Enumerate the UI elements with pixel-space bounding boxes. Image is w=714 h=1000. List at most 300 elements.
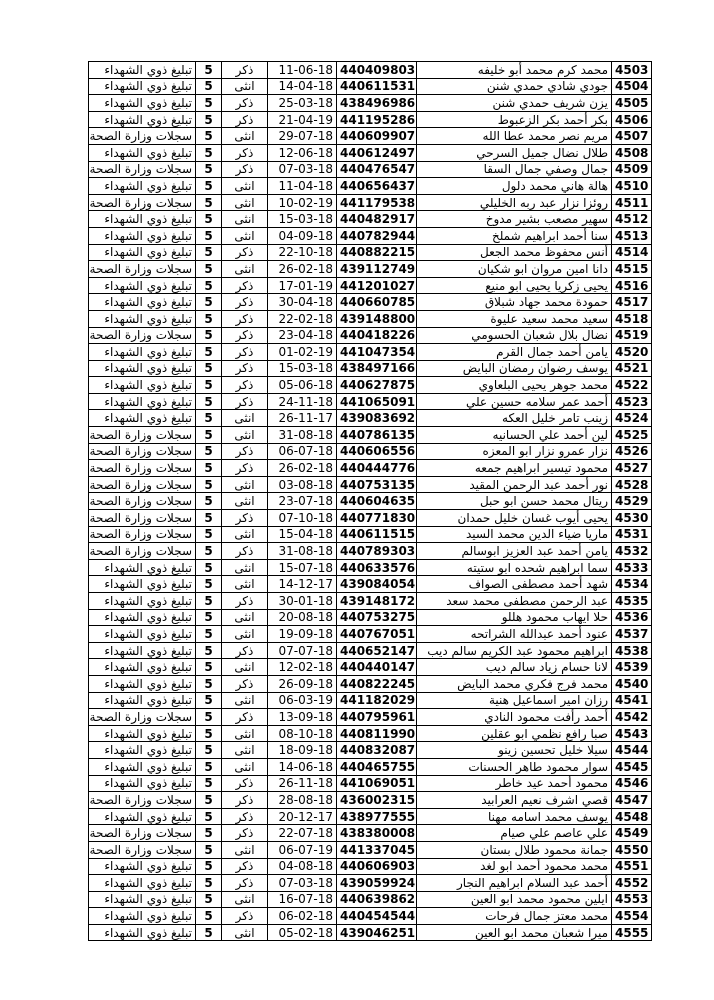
count-cell: 5: [196, 95, 222, 112]
serial-number-cell: 4554: [612, 908, 652, 925]
serial-number-cell: 4548: [612, 808, 652, 825]
table-row: [89, 875, 652, 892]
serial-number-cell: 4538: [612, 642, 652, 659]
name-cell: أنس محفوظ محمد الجعل: [417, 244, 612, 261]
date-cell: 20-12-17: [268, 808, 337, 825]
table-row: [89, 95, 652, 112]
source-cell: تبليغ ذوي الشهداء: [89, 377, 196, 394]
id-number-cell: 438380008: [337, 825, 417, 842]
count-cell: 5: [196, 675, 222, 692]
count-cell: 5: [196, 626, 222, 643]
date-cell: 22-07-18: [268, 825, 337, 842]
id-number-cell: 440627875: [337, 377, 417, 394]
records-table: [88, 61, 652, 941]
name-cell: طلال نضال جميل السرحي: [417, 144, 612, 161]
source-cell: تبليغ ذوي الشهداء: [89, 924, 196, 941]
serial-number-cell: 4517: [612, 294, 652, 311]
name-cell: ايلين محمود محمد ابو العين: [417, 891, 612, 908]
id-number-cell: 441065091: [337, 393, 417, 410]
source-cell: تبليغ ذوي الشهداء: [89, 294, 196, 311]
count-cell: 5: [196, 460, 222, 477]
serial-number-cell: 4522: [612, 377, 652, 394]
name-cell: لانا حسام زياد سالم ديب: [417, 659, 612, 676]
count-cell: 5: [196, 609, 222, 626]
count-cell: 5: [196, 808, 222, 825]
serial-number-cell: 4507: [612, 128, 652, 145]
id-number-cell: 440660785: [337, 294, 417, 311]
gender-cell: انثى: [222, 78, 268, 95]
gender-cell: ذكر: [222, 294, 268, 311]
table-row: [89, 360, 652, 377]
date-cell: 26-11-18: [268, 775, 337, 792]
serial-number-cell: 4515: [612, 261, 652, 278]
id-number-cell: 438496986: [337, 95, 417, 112]
table-row: [89, 709, 652, 726]
table-row: [89, 377, 652, 394]
id-number-cell: 440612497: [337, 144, 417, 161]
table-row: [89, 443, 652, 460]
gender-cell: ذكر: [222, 543, 268, 560]
source-cell: تبليغ ذوي الشهداء: [89, 559, 196, 576]
id-number-cell: 441201027: [337, 277, 417, 294]
id-number-cell: 440832087: [337, 742, 417, 759]
table-row: [89, 128, 652, 145]
table-row: [89, 675, 652, 692]
count-cell: 5: [196, 161, 222, 178]
source-cell: تبليغ ذوي الشهداء: [89, 659, 196, 676]
source-cell: تبليغ ذوي الشهداء: [89, 62, 196, 79]
date-cell: 04-09-18: [268, 227, 337, 244]
source-cell: تبليغ ذوي الشهداء: [89, 178, 196, 195]
count-cell: 5: [196, 692, 222, 709]
id-number-cell: 440782944: [337, 227, 417, 244]
gender-cell: ذكر: [222, 593, 268, 610]
source-cell: سجلات وزارة الصحة: [89, 510, 196, 527]
name-cell: سعيد محمد سعيد عليوة: [417, 310, 612, 327]
count-cell: 5: [196, 128, 222, 145]
gender-cell: انثى: [222, 261, 268, 278]
name-cell: يزن شريف حمدي شنن: [417, 95, 612, 112]
count-cell: 5: [196, 725, 222, 742]
id-number-cell: 440606903: [337, 858, 417, 875]
table-row: [89, 310, 652, 327]
gender-cell: ذكر: [222, 709, 268, 726]
table-row: [89, 78, 652, 95]
serial-number-cell: 4530: [612, 510, 652, 527]
date-cell: 07-03-18: [268, 875, 337, 892]
date-cell: 25-03-18: [268, 95, 337, 112]
name-cell: محمود تيسير ابراهيم جمعه: [417, 460, 612, 477]
count-cell: 5: [196, 559, 222, 576]
count-cell: 5: [196, 709, 222, 726]
source-cell: سجلات وزارة الصحة: [89, 460, 196, 477]
id-number-cell: 439046251: [337, 924, 417, 941]
date-cell: 08-10-18: [268, 725, 337, 742]
name-cell: محمد محمود أحمد ابو لغد: [417, 858, 612, 875]
date-cell: 23-04-18: [268, 327, 337, 344]
source-cell: سجلات وزارة الصحة: [89, 792, 196, 809]
date-cell: 24-11-18: [268, 393, 337, 410]
table-row: [89, 194, 652, 211]
gender-cell: انثى: [222, 758, 268, 775]
source-cell: سجلات وزارة الصحة: [89, 327, 196, 344]
name-cell: نزار عمرو نزار ابو المعزه: [417, 443, 612, 460]
table-row: [89, 543, 652, 560]
date-cell: 14-06-18: [268, 758, 337, 775]
serial-number-cell: 4553: [612, 891, 652, 908]
gender-cell: انثى: [222, 526, 268, 543]
date-cell: 30-04-18: [268, 294, 337, 311]
id-number-cell: 440822245: [337, 675, 417, 692]
table-row: [89, 178, 652, 195]
gender-cell: ذكر: [222, 858, 268, 875]
records-table-body: [89, 62, 652, 941]
serial-number-cell: 4536: [612, 609, 652, 626]
gender-cell: ذكر: [222, 792, 268, 809]
id-number-cell: 441069051: [337, 775, 417, 792]
count-cell: 5: [196, 393, 222, 410]
source-cell: تبليغ ذوي الشهداء: [89, 908, 196, 925]
name-cell: يامن أحمد جمال القرم: [417, 344, 612, 361]
gender-cell: انثى: [222, 626, 268, 643]
table-row: [89, 841, 652, 858]
source-cell: تبليغ ذوي الشهداء: [89, 344, 196, 361]
gender-cell: انثى: [222, 211, 268, 228]
id-number-cell: 440454544: [337, 908, 417, 925]
serial-number-cell: 4535: [612, 593, 652, 610]
table-row: [89, 277, 652, 294]
serial-number-cell: 4546: [612, 775, 652, 792]
serial-number-cell: 4519: [612, 327, 652, 344]
id-number-cell: 440811990: [337, 725, 417, 742]
gender-cell: انثى: [222, 128, 268, 145]
table-row: [89, 593, 652, 610]
source-cell: تبليغ ذوي الشهداء: [89, 211, 196, 228]
table-row: [89, 344, 652, 361]
id-number-cell: 441195286: [337, 111, 417, 128]
id-number-cell: 440795961: [337, 709, 417, 726]
id-number-cell: 439148800: [337, 310, 417, 327]
gender-cell: ذكر: [222, 327, 268, 344]
gender-cell: انثى: [222, 227, 268, 244]
table-row: [89, 244, 652, 261]
count-cell: 5: [196, 211, 222, 228]
date-cell: 13-09-18: [268, 709, 337, 726]
serial-number-cell: 4513: [612, 227, 652, 244]
table-row: [89, 609, 652, 626]
source-cell: تبليغ ذوي الشهداء: [89, 576, 196, 593]
id-number-cell: 440609907: [337, 128, 417, 145]
name-cell: جمال وصفي جمال السقا: [417, 161, 612, 178]
count-cell: 5: [196, 78, 222, 95]
date-cell: 12-06-18: [268, 144, 337, 161]
date-cell: 03-08-18: [268, 476, 337, 493]
count-cell: 5: [196, 377, 222, 394]
name-cell: عبد الرحمن مصطفى محمد سعد: [417, 593, 612, 610]
id-number-cell: 440611531: [337, 78, 417, 95]
table-row: [89, 161, 652, 178]
id-number-cell: 440409803: [337, 62, 417, 79]
serial-number-cell: 4543: [612, 725, 652, 742]
gender-cell: ذكر: [222, 808, 268, 825]
count-cell: 5: [196, 891, 222, 908]
count-cell: 5: [196, 841, 222, 858]
table-row: [89, 891, 652, 908]
date-cell: 31-08-18: [268, 427, 337, 444]
gender-cell: انثى: [222, 891, 268, 908]
serial-number-cell: 4505: [612, 95, 652, 112]
date-cell: 15-04-18: [268, 526, 337, 543]
name-cell: حلا ايهاب محمود هللو: [417, 609, 612, 626]
name-cell: أحمد عمر سلامه حسين علي: [417, 393, 612, 410]
id-number-cell: 440786135: [337, 427, 417, 444]
id-number-cell: 440639862: [337, 891, 417, 908]
date-cell: 07-07-18: [268, 642, 337, 659]
serial-number-cell: 4511: [612, 194, 652, 211]
count-cell: 5: [196, 194, 222, 211]
gender-cell: انثى: [222, 725, 268, 742]
table-row: [89, 526, 652, 543]
gender-cell: ذكر: [222, 460, 268, 477]
date-cell: 04-08-18: [268, 858, 337, 875]
serial-number-cell: 4524: [612, 410, 652, 427]
table-row: [89, 576, 652, 593]
id-number-cell: 439059924: [337, 875, 417, 892]
serial-number-cell: 4547: [612, 792, 652, 809]
id-number-cell: 440633576: [337, 559, 417, 576]
table-row: [89, 327, 652, 344]
name-cell: صبا رافع نظمي ابو عقلين: [417, 725, 612, 742]
count-cell: 5: [196, 908, 222, 925]
count-cell: 5: [196, 62, 222, 79]
serial-number-cell: 4540: [612, 675, 652, 692]
source-cell: سجلات وزارة الصحة: [89, 161, 196, 178]
table-row: [89, 692, 652, 709]
serial-number-cell: 4541: [612, 692, 652, 709]
name-cell: يحيى زكريا يحيى ابو منيع: [417, 277, 612, 294]
count-cell: 5: [196, 227, 222, 244]
name-cell: روئزا نزار عبد ربه الخليلي: [417, 194, 612, 211]
table-row: [89, 908, 652, 925]
id-number-cell: 438497166: [337, 360, 417, 377]
serial-number-cell: 4508: [612, 144, 652, 161]
name-cell: محمود أحمد عيد خاطر: [417, 775, 612, 792]
gender-cell: ذكر: [222, 775, 268, 792]
source-cell: سجلات وزارة الصحة: [89, 493, 196, 510]
count-cell: 5: [196, 775, 222, 792]
gender-cell: ذكر: [222, 360, 268, 377]
id-number-cell: 440652147: [337, 642, 417, 659]
gender-cell: ذكر: [222, 344, 268, 361]
count-cell: 5: [196, 642, 222, 659]
date-cell: 26-09-18: [268, 675, 337, 692]
id-number-cell: 438977555: [337, 808, 417, 825]
id-number-cell: 439112749: [337, 261, 417, 278]
name-cell: أحمد عبد السلام ابراهيم النجار: [417, 875, 612, 892]
name-cell: يوسف محمد اسامه مهنا: [417, 808, 612, 825]
source-cell: تبليغ ذوي الشهداء: [89, 692, 196, 709]
table-row: [89, 211, 652, 228]
source-cell: سجلات وزارة الصحة: [89, 825, 196, 842]
serial-number-cell: 4542: [612, 709, 652, 726]
serial-number-cell: 4537: [612, 626, 652, 643]
source-cell: تبليغ ذوي الشهداء: [89, 742, 196, 759]
source-cell: تبليغ ذوي الشهداء: [89, 95, 196, 112]
count-cell: 5: [196, 443, 222, 460]
serial-number-cell: 4550: [612, 841, 652, 858]
gender-cell: انثى: [222, 841, 268, 858]
table-row: [89, 559, 652, 576]
id-number-cell: 441337045: [337, 841, 417, 858]
table-row: [89, 427, 652, 444]
source-cell: تبليغ ذوي الشهداء: [89, 227, 196, 244]
id-number-cell: 440767051: [337, 626, 417, 643]
count-cell: 5: [196, 792, 222, 809]
id-number-cell: 440418226: [337, 327, 417, 344]
serial-number-cell: 4527: [612, 460, 652, 477]
gender-cell: ذكر: [222, 111, 268, 128]
serial-number-cell: 4549: [612, 825, 652, 842]
serial-number-cell: 4514: [612, 244, 652, 261]
source-cell: تبليغ ذوي الشهداء: [89, 858, 196, 875]
id-number-cell: 440440147: [337, 659, 417, 676]
date-cell: 11-06-18: [268, 62, 337, 79]
source-cell: تبليغ ذوي الشهداء: [89, 78, 196, 95]
date-cell: 31-08-18: [268, 543, 337, 560]
id-number-cell: 441182029: [337, 692, 417, 709]
name-cell: يامن أحمد عبد العزيز ابوسالم: [417, 543, 612, 560]
source-cell: تبليغ ذوي الشهداء: [89, 593, 196, 610]
name-cell: جودي شادي حمدي شنن: [417, 78, 612, 95]
date-cell: 19-09-18: [268, 626, 337, 643]
gender-cell: انثى: [222, 576, 268, 593]
table-row: [89, 393, 652, 410]
source-cell: تبليغ ذوي الشهداء: [89, 775, 196, 792]
count-cell: 5: [196, 111, 222, 128]
date-cell: 06-07-19: [268, 841, 337, 858]
date-cell: 26-02-18: [268, 261, 337, 278]
gender-cell: ذكر: [222, 310, 268, 327]
source-cell: تبليغ ذوي الشهداء: [89, 642, 196, 659]
serial-number-cell: 4528: [612, 476, 652, 493]
serial-number-cell: 4523: [612, 393, 652, 410]
name-cell: سيلا خليل تحسين زينو: [417, 742, 612, 759]
table-row: [89, 626, 652, 643]
serial-number-cell: 4525: [612, 427, 652, 444]
date-cell: 26-11-17: [268, 410, 337, 427]
table-row: [89, 924, 652, 941]
table-row: [89, 758, 652, 775]
name-cell: نور أحمد عبد الرحمن المقيد: [417, 476, 612, 493]
gender-cell: انثى: [222, 476, 268, 493]
serial-number-cell: 4552: [612, 875, 652, 892]
serial-number-cell: 4516: [612, 277, 652, 294]
source-cell: تبليغ ذوي الشهداء: [89, 808, 196, 825]
name-cell: بكر أحمد بكر الزعبوط: [417, 111, 612, 128]
table-row: [89, 227, 652, 244]
id-number-cell: 440482917: [337, 211, 417, 228]
source-cell: تبليغ ذوي الشهداء: [89, 144, 196, 161]
source-cell: تبليغ ذوي الشهداء: [89, 875, 196, 892]
gender-cell: انثى: [222, 493, 268, 510]
serial-number-cell: 4520: [612, 344, 652, 361]
id-number-cell: 439148172: [337, 593, 417, 610]
serial-number-cell: 4529: [612, 493, 652, 510]
serial-number-cell: 4503: [612, 62, 652, 79]
id-number-cell: 440465755: [337, 758, 417, 775]
gender-cell: ذكر: [222, 443, 268, 460]
id-number-cell: 440606556: [337, 443, 417, 460]
count-cell: 5: [196, 825, 222, 842]
date-cell: 06-02-18: [268, 908, 337, 925]
date-cell: 15-07-18: [268, 559, 337, 576]
id-number-cell: 441047354: [337, 344, 417, 361]
name-cell: سنا أحمد ابراهيم شملخ: [417, 227, 612, 244]
source-cell: سجلات وزارة الصحة: [89, 443, 196, 460]
date-cell: 28-08-18: [268, 792, 337, 809]
gender-cell: ذكر: [222, 244, 268, 261]
serial-number-cell: 4518: [612, 310, 652, 327]
date-cell: 17-01-19: [268, 277, 337, 294]
source-cell: تبليغ ذوي الشهداء: [89, 410, 196, 427]
name-cell: لين أحمد علي الحسانيه: [417, 427, 612, 444]
date-cell: 18-09-18: [268, 742, 337, 759]
gender-cell: ذكر: [222, 825, 268, 842]
id-number-cell: 440444776: [337, 460, 417, 477]
name-cell: ريتال محمد حسن ابو حبل: [417, 493, 612, 510]
id-number-cell: 440476547: [337, 161, 417, 178]
gender-cell: انثى: [222, 559, 268, 576]
date-cell: 05-06-18: [268, 377, 337, 394]
date-cell: 23-07-18: [268, 493, 337, 510]
count-cell: 5: [196, 261, 222, 278]
date-cell: 10-02-19: [268, 194, 337, 211]
gender-cell: انثى: [222, 659, 268, 676]
name-cell: محمد معتز جمال فرحات: [417, 908, 612, 925]
count-cell: 5: [196, 277, 222, 294]
name-cell: علي عاصم علي صيام: [417, 825, 612, 842]
count-cell: 5: [196, 858, 222, 875]
gender-cell: ذكر: [222, 144, 268, 161]
name-cell: نضال بلال شعبان الحسومي: [417, 327, 612, 344]
id-number-cell: 439084054: [337, 576, 417, 593]
gender-cell: ذكر: [222, 675, 268, 692]
id-number-cell: 440604635: [337, 493, 417, 510]
id-number-cell: 441179538: [337, 194, 417, 211]
date-cell: 06-07-18: [268, 443, 337, 460]
date-cell: 14-12-17: [268, 576, 337, 593]
serial-number-cell: 4512: [612, 211, 652, 228]
source-cell: تبليغ ذوي الشهداء: [89, 393, 196, 410]
table-row: [89, 659, 652, 676]
count-cell: 5: [196, 294, 222, 311]
name-cell: محمد جوهر يحيى البلعاوي: [417, 377, 612, 394]
date-cell: 22-10-18: [268, 244, 337, 261]
count-cell: 5: [196, 493, 222, 510]
name-cell: يوسف رضوان رمضان البايض: [417, 360, 612, 377]
date-cell: 20-08-18: [268, 609, 337, 626]
count-cell: 5: [196, 360, 222, 377]
table-row: [89, 725, 652, 742]
count-cell: 5: [196, 144, 222, 161]
gender-cell: انثى: [222, 924, 268, 941]
table-row: [89, 742, 652, 759]
name-cell: سوار محمود طاهر الحسنات: [417, 758, 612, 775]
gender-cell: ذكر: [222, 875, 268, 892]
table-row: [89, 410, 652, 427]
source-cell: سجلات وزارة الصحة: [89, 476, 196, 493]
count-cell: 5: [196, 742, 222, 759]
